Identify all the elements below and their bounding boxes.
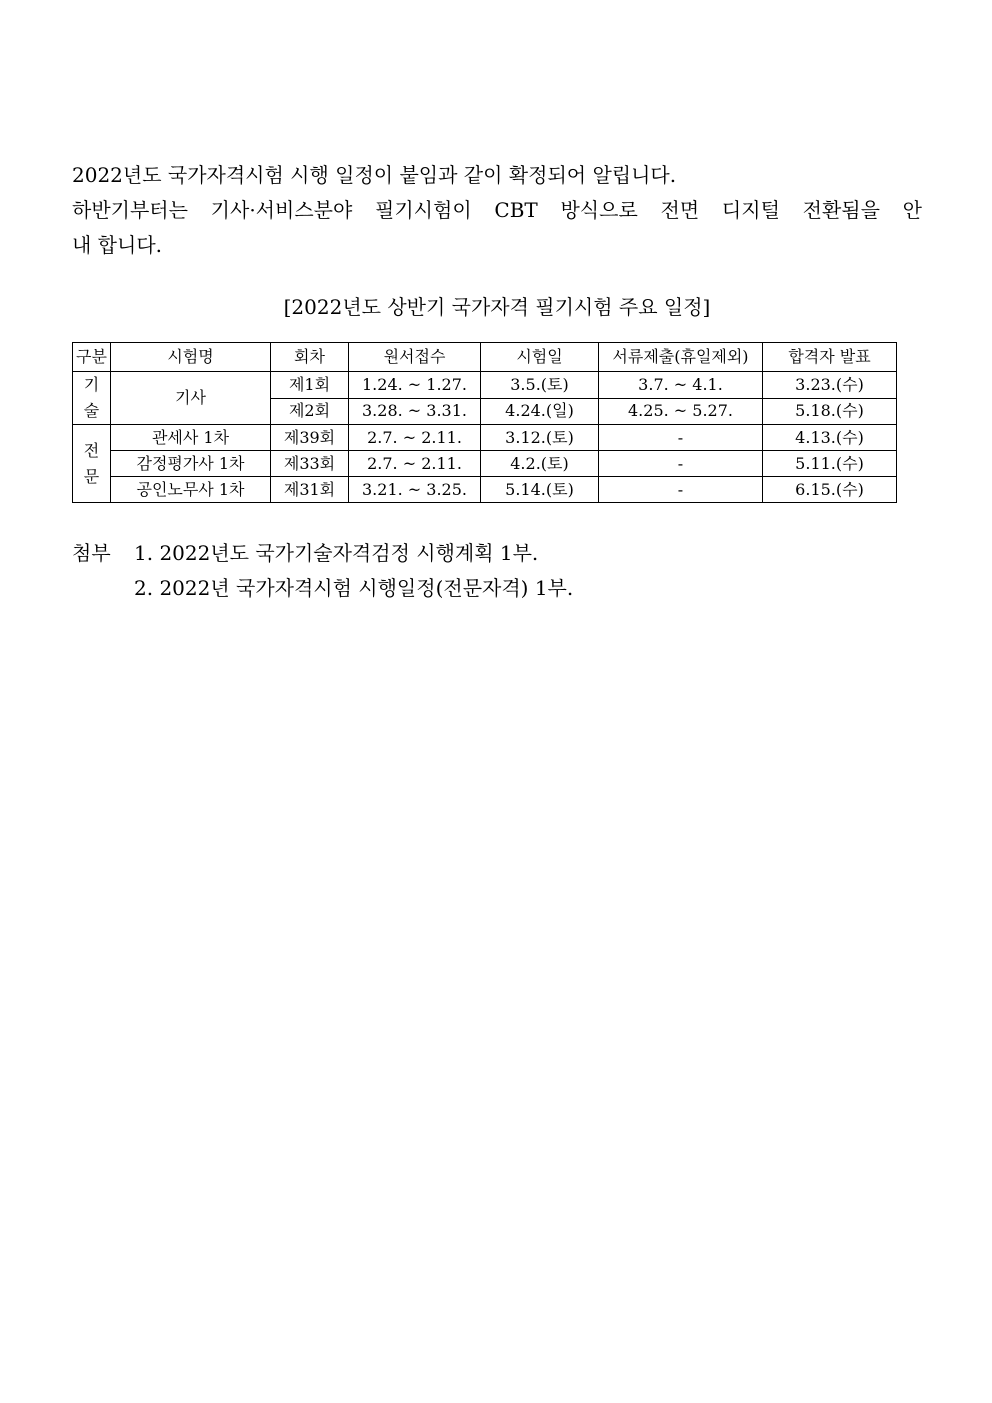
documents-cell: 3.7. ~ 4.1.	[599, 372, 763, 399]
group-label-bottom: 술	[83, 401, 100, 420]
intro-line-1: 2022년도 국가자격시험 시행 일정이 붙임과 같이 확정되어 알립니다.	[72, 163, 677, 187]
exam-date-cell: 4.24.(일)	[481, 398, 599, 425]
header-application: 원서접수	[349, 343, 481, 372]
exam-date-cell: 4.2.(토)	[481, 451, 599, 477]
table-row	[73, 451, 897, 477]
exam-name-cell: 관세사 1차	[111, 425, 271, 451]
table-header-row	[73, 343, 897, 372]
intro-line-3: 내 합니다.	[72, 233, 162, 257]
round-cell: 제33회	[271, 451, 349, 477]
intro-line-2: 하반기부터는 기사·서비스분야 필기시험이 CBT 방식으로 전면 디지털 전환됨을 안	[72, 198, 922, 222]
exam-date-cell: 3.12.(토)	[481, 425, 599, 451]
table-title: [2022년도 상반기 국가자격 필기시험 주요 일정]	[283, 295, 711, 319]
header-announcement: 합격자 발표	[763, 343, 897, 372]
round-cell: 제39회	[271, 425, 349, 451]
exam-date-cell: 5.14.(토)	[481, 477, 599, 503]
application-cell: 3.28. ~ 3.31.	[349, 398, 481, 425]
exam-name-cell: 기사	[111, 372, 271, 425]
documents-cell: 4.25. ~ 5.27.	[599, 398, 763, 425]
attachments	[72, 536, 922, 606]
attachment-item-1: 1. 2022년도 국가기술자격검정 시행계획 1부.	[134, 541, 539, 565]
application-cell: 2.7. ~ 2.11.	[349, 425, 481, 451]
round-cell: 제2회	[271, 398, 349, 425]
documents-cell: -	[599, 477, 763, 503]
attachment-label: 첨부	[72, 541, 111, 565]
group-technical	[73, 372, 111, 425]
header-category: 구분	[73, 343, 111, 372]
announcement-cell: 5.11.(수)	[763, 451, 897, 477]
round-cell: 제1회	[271, 372, 349, 399]
exam-date-cell: 3.5.(토)	[481, 372, 599, 399]
documents-cell: -	[599, 451, 763, 477]
table-row	[73, 425, 897, 451]
table-row	[73, 477, 897, 503]
table-row	[73, 372, 897, 399]
group-label-top: 기	[83, 375, 100, 394]
group-professional	[73, 425, 111, 503]
exam-schedule-table	[72, 342, 897, 503]
header-documents: 서류제출(휴일제외)	[599, 343, 763, 372]
documents-cell: -	[599, 425, 763, 451]
group-label-bottom: 문	[83, 466, 100, 486]
exam-name-cell: 감정평가사 1차	[111, 451, 271, 477]
announcement-cell: 6.15.(수)	[763, 477, 897, 503]
announcement-cell: 5.18.(수)	[763, 398, 897, 425]
announcement-cell: 3.23.(수)	[763, 372, 897, 399]
announcement-cell: 4.13.(수)	[763, 425, 897, 451]
header-exam-date: 시험일	[481, 343, 599, 372]
header-round: 회차	[271, 343, 349, 372]
attachment-item	[72, 536, 922, 571]
attachment-item-2: 2. 2022년 국가자격시험 시행일정(전문자격) 1부.	[134, 576, 574, 600]
application-cell: 1.24. ~ 1.27.	[349, 372, 481, 399]
application-cell: 2.7. ~ 2.11.	[349, 451, 481, 477]
exam-name-cell: 공인노무사 1차	[111, 477, 271, 503]
application-cell: 3.21. ~ 3.25.	[349, 477, 481, 503]
group-label-top: 전	[83, 440, 100, 460]
attachment-item	[72, 571, 922, 606]
round-cell: 제31회	[271, 477, 349, 503]
intro-paragraph	[72, 158, 922, 263]
header-exam-name: 시험명	[111, 343, 271, 372]
